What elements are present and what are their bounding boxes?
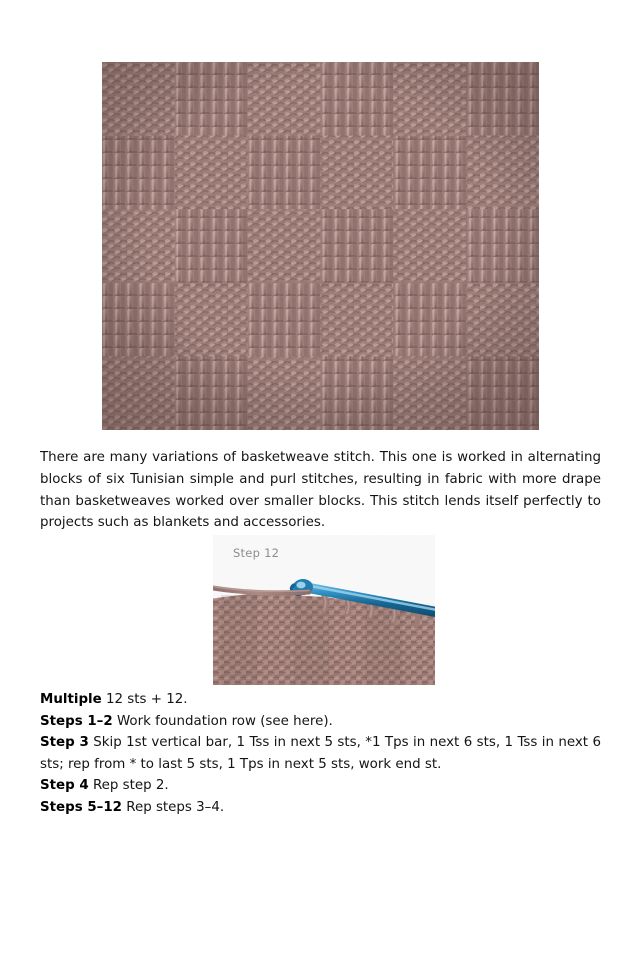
instruction-text: Rep steps 3–4. [122, 799, 225, 815]
instructions-list [40, 689, 601, 819]
instruction-label: Multiple [40, 692, 102, 707]
intro-paragraph: There are many variations of basketweave stitch. This one is worked in alternating blocks of six Tunisian simple and purl stitches, resulting in fabric with more drape than basketweaves worked over smaller blocks. This stitch lends itself perfectly to projects such as blankets and accessories. [40, 450, 601, 531]
instruction-steps-1-2 [40, 711, 601, 733]
instruction-multiple [40, 689, 601, 711]
instruction-steps-5-12 [40, 797, 601, 819]
step-photo-caption: Step 12 [233, 546, 280, 560]
instruction-label: Steps 1–2 [40, 713, 113, 729]
swatch-canvas [102, 62, 539, 430]
instruction-text: 12 sts + 12. [101, 692, 188, 707]
step-12-photo [213, 535, 435, 685]
instruction-step-3 [40, 732, 601, 775]
instruction-text: Work foundation row (see here). [112, 713, 333, 729]
instruction-label: Step 3 [40, 735, 89, 751]
instruction-text: Skip 1st vertical bar, 1 Tss in next 5 sts, *1 Tps in next 6 sts, 1 Tss in next 6 sts; rep from * to last 5 sts, 1 Tps in next 5 sts, work end st. [40, 735, 601, 772]
instruction-text: Rep step 2. [88, 778, 169, 794]
instruction-label: Steps 5–12 [40, 799, 122, 815]
instruction-label: Step 4 [40, 778, 89, 794]
basketweave-swatch-photo [102, 62, 539, 430]
instruction-step-4 [40, 775, 601, 797]
